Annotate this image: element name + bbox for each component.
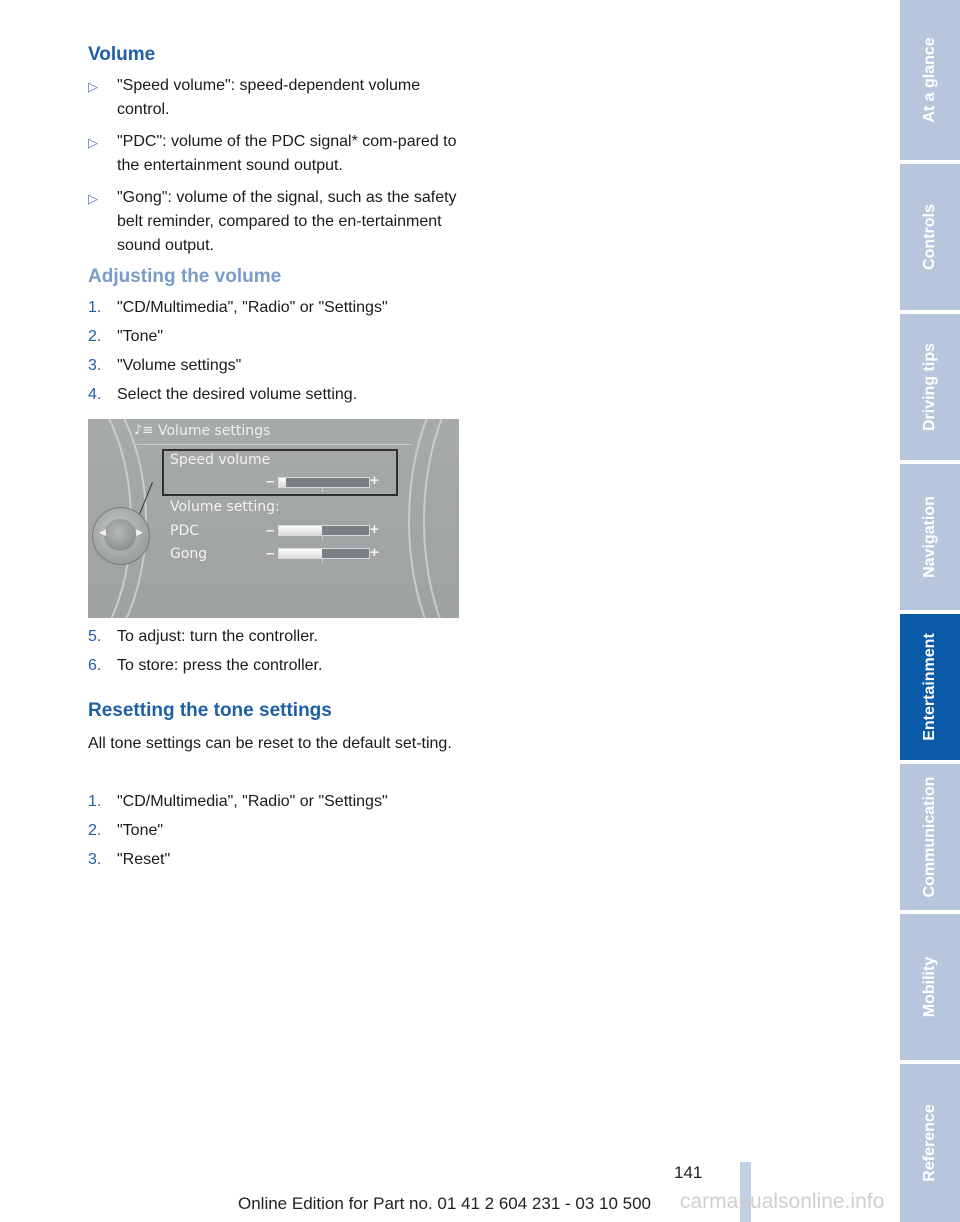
- step-text: Select the desired volume setting.: [117, 386, 358, 403]
- step-number: 5.: [88, 628, 102, 645]
- tab-navigation[interactable]: [900, 464, 960, 610]
- tab-label: Reference: [921, 1104, 938, 1182]
- triangle-bullet-icon: ▷: [88, 79, 98, 94]
- step-number: 4.: [88, 386, 102, 403]
- tab-communication[interactable]: [900, 764, 960, 910]
- arrow-right-icon: ▶: [136, 527, 143, 537]
- slider-fill: [279, 526, 322, 535]
- plus-icon: +: [370, 521, 379, 538]
- step-text: "Reset": [117, 851, 171, 868]
- tab-label: Mobility: [921, 956, 938, 1018]
- triangle-bullet-icon: ▷: [88, 135, 98, 150]
- volume-bullet-list: [88, 74, 468, 266]
- step-text: "Volume settings": [117, 357, 242, 374]
- tab-label: At a glance: [921, 37, 938, 123]
- list-item: [88, 325, 468, 354]
- step-number: 1.: [88, 793, 102, 810]
- watermark: carmanualsonline.info: [680, 1190, 885, 1213]
- list-item: [88, 130, 468, 178]
- gong-slider[interactable]: [278, 548, 370, 559]
- chapter-sidebar: [900, 0, 960, 1222]
- bullet-text: "Speed volume": speed-dependent volume control.: [117, 77, 421, 118]
- step-number: 6.: [88, 657, 102, 674]
- volume-setting-label: Volume setting:: [170, 499, 280, 515]
- pdc-label: PDC: [170, 523, 199, 539]
- arrow-left-icon: ◀: [99, 527, 106, 537]
- tab-entertainment[interactable]: [900, 614, 960, 760]
- tab-at-a-glance[interactable]: [900, 0, 960, 160]
- plus-icon: +: [370, 472, 379, 489]
- step-text: "CD/Multimedia", "Radio" or "Settings": [117, 299, 388, 316]
- screen-title: Volume settings: [158, 423, 271, 439]
- tab-reference[interactable]: [900, 1064, 960, 1222]
- list-item: [88, 354, 468, 383]
- volume-heading: Volume: [88, 44, 156, 65]
- slider-center-tick: [322, 559, 323, 563]
- speed-volume-slider[interactable]: [278, 477, 370, 488]
- tab-label: Driving tips: [921, 342, 938, 432]
- list-item: [88, 296, 468, 325]
- bullet-text: "PDC": volume of the PDC signal* com-pared to the entertainment sound output.: [117, 133, 457, 174]
- speed-volume-label: Speed volume: [170, 452, 271, 468]
- tab-label: Entertainment: [921, 633, 938, 741]
- list-item: [88, 654, 468, 683]
- adjusting-volume-heading: Adjusting the volume: [88, 266, 282, 287]
- footer-text: Online Edition for Part no. 01 41 2 604 231 - 03 10 500: [238, 1194, 652, 1213]
- step-number: 3.: [88, 357, 102, 374]
- tab-driving-tips[interactable]: [900, 314, 960, 460]
- minus-icon: –: [266, 522, 275, 539]
- sound-icon: ♪≡: [134, 423, 154, 438]
- step-number: 2.: [88, 328, 102, 345]
- slider-fill: [279, 549, 322, 558]
- list-item: [88, 74, 468, 122]
- volume-settings-screen-illustration: [88, 419, 459, 618]
- minus-icon: –: [266, 545, 275, 562]
- adjust-steps-list: [88, 296, 468, 412]
- bullet-text: "Gong": volume of the signal, such as the safety belt reminder, compared to the en-tertainment sound output.: [117, 189, 457, 254]
- slider-center-tick: [322, 536, 323, 540]
- page-number: 141: [674, 1163, 703, 1182]
- step-text: "Tone": [117, 822, 164, 839]
- reset-steps-list: [88, 790, 468, 877]
- minus-icon: –: [266, 473, 275, 490]
- reset-paragraph: All tone settings can be reset to the default set-ting.: [88, 735, 452, 752]
- list-item: [88, 819, 468, 848]
- step-text: To store: press the controller.: [117, 657, 323, 674]
- list-item: [88, 790, 468, 819]
- step-text: "Tone": [117, 328, 164, 345]
- plus-icon: +: [370, 544, 379, 561]
- step-number: 1.: [88, 299, 102, 316]
- slider-fill: [279, 478, 286, 487]
- step-text: To adjust: turn the controller.: [117, 628, 318, 645]
- gong-label: Gong: [170, 546, 208, 562]
- resetting-tone-heading: Resetting the tone settings: [88, 700, 332, 721]
- step-number: 3.: [88, 851, 102, 868]
- list-item: [88, 625, 468, 654]
- list-item: [88, 848, 468, 877]
- list-item: [88, 186, 468, 258]
- title-divider: [136, 444, 411, 445]
- pdc-slider[interactable]: [278, 525, 370, 536]
- tab-mobility[interactable]: [900, 914, 960, 1060]
- tab-label: Controls: [921, 204, 938, 270]
- step-text: "CD/Multimedia", "Radio" or "Settings": [117, 793, 388, 810]
- tab-label: Navigation: [921, 496, 938, 578]
- triangle-bullet-icon: ▷: [88, 191, 98, 206]
- controller-center: [104, 519, 136, 551]
- list-item: [88, 383, 468, 412]
- tab-label: Communication: [921, 776, 938, 898]
- tab-controls[interactable]: [900, 164, 960, 310]
- adjust-steps-list-continued: [88, 625, 468, 683]
- slider-center-tick: [322, 488, 323, 492]
- controller-knob-icon: [92, 507, 150, 565]
- step-number: 2.: [88, 822, 102, 839]
